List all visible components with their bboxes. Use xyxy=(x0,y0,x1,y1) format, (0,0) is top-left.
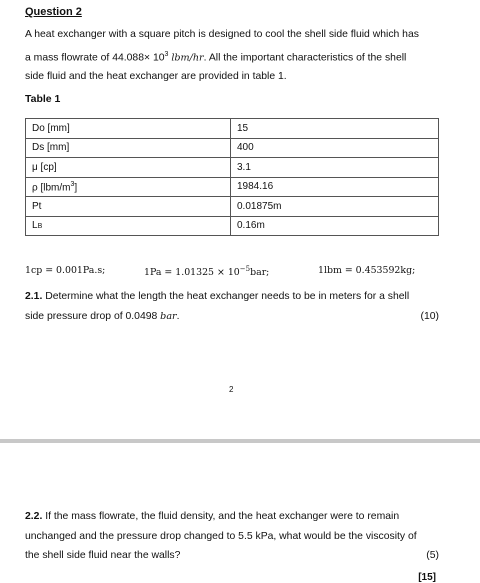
conversion-pa: $1Pa = 1.01325 \times 10^{-5}bar$; xyxy=(144,265,270,279)
table-key: Ds [mm] xyxy=(26,138,231,158)
table-key: ρ $[lbm/m^3]$ xyxy=(26,177,231,197)
question-heading: Question 2 xyxy=(25,6,82,18)
mass-exponent: 3 xyxy=(164,50,169,58)
q22-line-2: unchanged and the pressure drop changed to 5.5 kPa, what would be the viscosity of xyxy=(25,530,417,542)
mass-unit: lbm/hr xyxy=(171,51,204,63)
table-key: Do [mm] xyxy=(26,119,231,139)
q21-line-2: side pressure drop of 0.0498 bar. (10) xyxy=(25,307,439,327)
conversion-lbm: 1lbm = 0.453592kg; xyxy=(318,265,416,276)
table-value: 3.1 xyxy=(231,158,439,178)
page-divider xyxy=(0,439,480,443)
q21-number: 2.1. xyxy=(25,291,43,302)
q22-line-3: the shell side fluid near the walls? (5) xyxy=(25,546,439,566)
page-number: 2 xyxy=(229,385,234,394)
question-2-2 xyxy=(25,507,439,566)
intro-paragraph xyxy=(25,25,441,87)
table-row xyxy=(26,216,439,236)
properties-table xyxy=(25,118,439,236)
q22-number: 2.2. xyxy=(25,511,43,522)
table-row xyxy=(26,197,439,217)
table-key: LB xyxy=(26,216,231,236)
table-key: μ [cp] xyxy=(26,158,231,178)
table-row xyxy=(26,138,439,158)
q21-marks: (10) xyxy=(420,310,439,322)
table-row xyxy=(26,177,439,197)
intro-line-1: A heat exchanger with a square pitch is designed to cool the shell side fluid which has xyxy=(25,29,419,40)
question-2-1 xyxy=(25,287,439,326)
conversion-cp: 1cp = 0.001Pa.s; xyxy=(25,265,106,276)
table-value: 0.16m xyxy=(231,216,439,236)
q22-marks: (5) xyxy=(426,550,439,561)
table-value: 400 xyxy=(231,138,439,158)
intro-line-2: a mass flowrate of $44.088\times 10^3$ lbm/hr. All the important characteristics of the shell xyxy=(25,50,407,63)
total-marks: [15] xyxy=(418,572,436,583)
mass-power: 10 xyxy=(152,51,165,63)
table-row xyxy=(26,119,439,139)
table-value: 1984.16 xyxy=(231,177,439,197)
table-key: Pt xyxy=(26,197,231,217)
q21-line-1: 2.1. Determine what the length the heat exchanger needs to be in meters for a shell xyxy=(25,291,410,302)
table-caption: Table 1 xyxy=(25,93,61,105)
table-value: 0.01875m xyxy=(231,197,439,217)
q22-line-1: 2.2. If the mass flowrate, the fluid density, and the heat exchanger were to remain xyxy=(25,511,400,522)
intro-line-3: side fluid and the heat exchanger are provided in table 1. xyxy=(25,71,287,83)
table-row xyxy=(26,158,439,178)
table-value: 15 xyxy=(231,119,439,139)
